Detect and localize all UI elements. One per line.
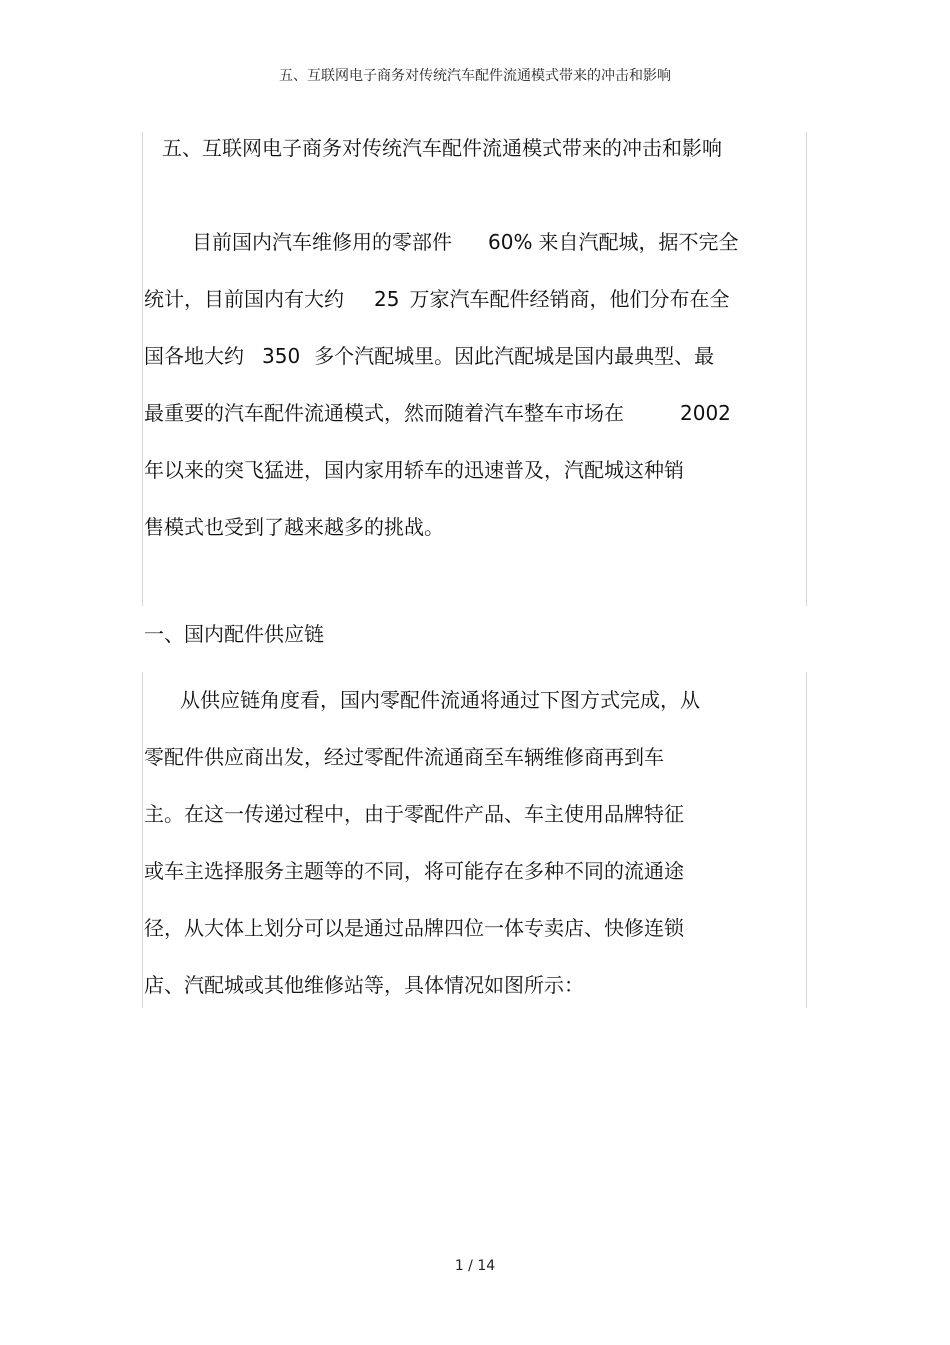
text-fragment: 万家汽车配件经销商，他们分布在全 — [409, 287, 730, 311]
page-number: 1 / 14 — [454, 1258, 496, 1274]
paragraph1-line4 — [144, 397, 731, 426]
text-fragment: 国各地大约 — [144, 344, 244, 368]
text-fragment: 60% — [488, 230, 533, 254]
subheading: 一、国内配件供应链 — [144, 622, 324, 646]
right-column-rule-lower — [806, 672, 807, 1008]
paragraph1-line1 — [192, 226, 738, 255]
text-fragment: 350 — [262, 344, 301, 368]
text-fragment: 多个汽配城里。因此汽配城是国内最典型、最 — [314, 344, 715, 368]
paragraph1-line3 — [144, 340, 714, 369]
text-fragment: 来自汽配城，据不完全 — [538, 230, 739, 254]
paragraph2-line4: 或车主选择服务主题等的不同，将可能存在多种不同的流通途 — [144, 859, 684, 883]
left-column-rule-lower — [142, 672, 143, 1008]
paragraph2-line3: 主。在这一传递过程中，由于零配件产品、车主使用品牌特征 — [144, 802, 684, 826]
paragraph2-line5: 径，从大体上划分可以是通过品牌四位一体专卖店、快修连锁 — [144, 916, 684, 940]
paragraph2-line6: 店、汽配城或其他维修站等，具体情况如图所示： — [144, 973, 584, 997]
page-header: 五、互联网电子商务对传统汽车配件流通模式带来的冲击和影响 — [279, 68, 671, 84]
paragraph2-line2: 零配件供应商出发，经过零配件流通商至车辆维修商再到车 — [144, 745, 664, 769]
text-fragment: 最重要的汽车配件流通模式，然而随着汽车整车市场在 — [144, 401, 624, 425]
paragraph2-line1: 从供应链角度看，国内零配件流通将通过下图方式完成，从 — [180, 688, 700, 712]
right-column-rule — [806, 132, 807, 606]
text-fragment: 目前国内汽车维修用的零部件 — [192, 230, 452, 254]
paragraph1-line6: 售模式也受到了越来越多的挑战。 — [144, 515, 444, 539]
paragraph1-line2 — [144, 283, 729, 312]
paragraph1-line5: 年以来的突飞猛进，国内家用轿车的迅速普及，汽配城这种销 — [144, 458, 684, 482]
text-fragment: 2002 — [680, 401, 731, 425]
section-title: 五、互联网电子商务对传统汽车配件流通模式带来的冲击和影响 — [162, 136, 722, 160]
text-fragment: 统计，目前国内有大约 — [144, 287, 344, 311]
text-fragment: 25 — [374, 287, 400, 311]
left-column-rule — [142, 132, 143, 606]
